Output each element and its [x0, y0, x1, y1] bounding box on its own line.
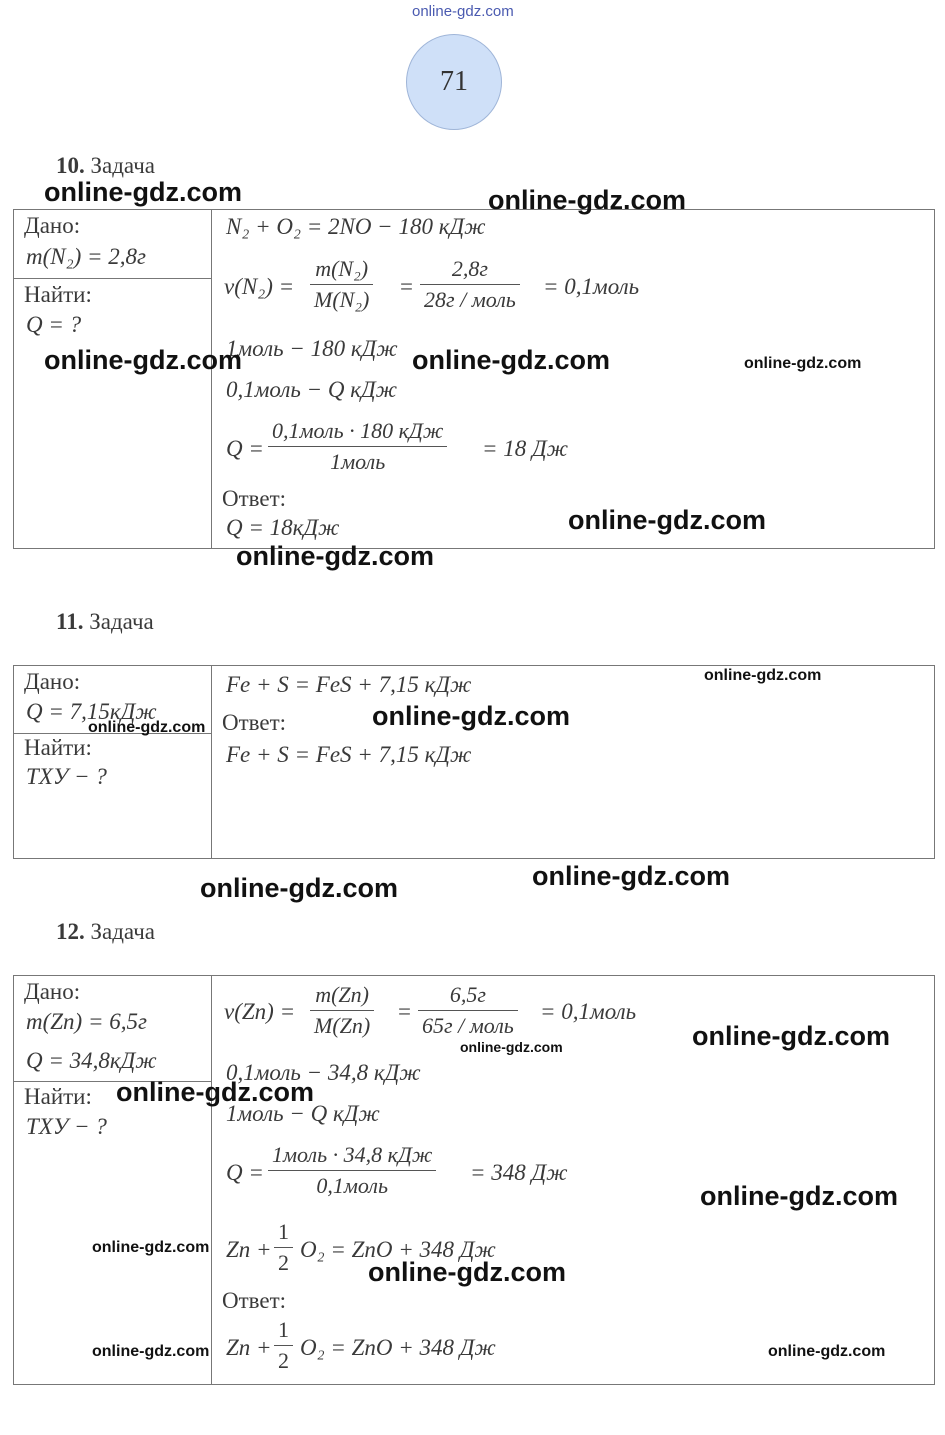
- problem-number: 10.: [56, 153, 85, 178]
- watermark: online-gdz.com: [704, 667, 822, 684]
- fraction-denominator: 2: [274, 1247, 293, 1276]
- answer-value: Q = 18кДж: [226, 515, 340, 540]
- problem-title: Задача: [90, 153, 155, 178]
- watermark: online-gdz.com: [200, 873, 398, 903]
- fraction-numerator: 2,8г: [451, 256, 488, 281]
- find-label: Найти:: [24, 282, 92, 307]
- find-value: Q = ?: [26, 312, 82, 337]
- watermark: online-gdz.com: [368, 1257, 566, 1287]
- watermark: online-gdz.com: [488, 185, 686, 215]
- problem-title: Задача: [89, 609, 154, 634]
- given-label: Дано:: [24, 979, 81, 1004]
- watermark: online-gdz.com: [744, 355, 862, 372]
- proportion-line-1: 1моль − 180 кДж: [226, 336, 398, 361]
- fraction-numerator: 1моль · 34,8 кДж: [272, 1142, 433, 1167]
- fraction-denominator: 1моль: [268, 446, 447, 475]
- watermark: online-gdz.com: [116, 1077, 314, 1107]
- moles-lhs: ν(N₂) =: [224, 274, 295, 299]
- equals-sign: =: [400, 274, 413, 299]
- watermark: online-gdz.com: [460, 1039, 563, 1055]
- moles-result: = 0,1моль: [540, 999, 637, 1024]
- watermark: online-gdz.com: [92, 1343, 210, 1360]
- problem-11-title: [56, 609, 154, 635]
- problem-12-title: [56, 919, 155, 945]
- fraction-numerator: 0,1моль · 180 кДж: [272, 418, 444, 443]
- fraction-denominator: 2: [274, 1345, 293, 1374]
- answer-equation-lhs: Zn +: [226, 1335, 272, 1360]
- table-divider: [211, 975, 212, 1385]
- given-value: m(N₂) = 2,8г: [26, 244, 147, 269]
- fraction-one-half: [274, 1219, 293, 1276]
- page-number-badge: 71: [406, 34, 502, 130]
- fraction-heat: [268, 418, 447, 475]
- fraction-mass-over-molar: [310, 982, 374, 1039]
- fraction-numerator: 6,5г: [449, 982, 486, 1007]
- moles-lhs: ν(Zn) =: [224, 999, 296, 1024]
- find-value: ТХУ − ?: [26, 764, 107, 789]
- answer-label: Ответ:: [222, 486, 287, 511]
- proportion-line-2: 1моль − Q кДж: [226, 1101, 380, 1126]
- problem-10-title: [56, 153, 155, 179]
- problem-number: 12.: [56, 919, 85, 944]
- watermark: online-gdz.com: [692, 1021, 890, 1051]
- answer-equation-rhs: O₂ = ZnO + 348 Дж: [300, 1335, 496, 1360]
- problem-number: 11.: [56, 609, 84, 634]
- heat-lhs: Q =: [226, 436, 264, 461]
- watermark: online-gdz.com: [700, 1181, 898, 1211]
- site-header: online-gdz.com: [412, 3, 514, 20]
- given-label: Дано:: [24, 213, 81, 238]
- reaction-equation: Fe + S = FeS + 7,15 кДж: [226, 672, 472, 697]
- given-value: Q = 7,15кДж: [26, 699, 157, 724]
- moles-result: = 0,1моль: [543, 274, 640, 299]
- fraction-numerator: 1: [278, 1219, 289, 1244]
- fraction-denominator: 0,1моль: [268, 1170, 436, 1199]
- fraction-mass-over-molar: [310, 256, 373, 313]
- watermark: online-gdz.com: [372, 701, 570, 731]
- given-value: Q = 34,8кДж: [26, 1048, 157, 1073]
- watermark: online-gdz.com: [768, 1343, 886, 1360]
- find-label: Найти:: [24, 1084, 92, 1109]
- watermark: online-gdz.com: [236, 541, 434, 571]
- equation-rhs: O₂ = ZnO + 348 Дж: [300, 1237, 496, 1262]
- fraction-heat: [268, 1142, 436, 1199]
- heat-result: = 18 Дж: [482, 436, 569, 461]
- answer-label: Ответ:: [222, 710, 287, 735]
- fraction-values: [420, 256, 520, 313]
- equals-sign: =: [398, 999, 411, 1024]
- watermark: online-gdz.com: [412, 345, 610, 375]
- equation-lhs: Zn +: [226, 1237, 272, 1262]
- answer-value: Fe + S = FeS + 7,15 кДж: [226, 742, 472, 767]
- fraction-denominator: 65г / моль: [418, 1010, 518, 1039]
- fraction-denominator: M(N₂): [310, 284, 373, 313]
- watermark: online-gdz.com: [92, 1239, 210, 1256]
- fraction-values: [418, 982, 518, 1039]
- table-divider: [211, 665, 212, 859]
- watermark: online-gdz.com: [88, 719, 206, 736]
- find-value: ТХУ − ?: [26, 1114, 107, 1139]
- fraction-numerator: m(Zn): [315, 982, 369, 1007]
- heat-lhs: Q =: [226, 1160, 264, 1185]
- heat-result: = 348 Дж: [470, 1160, 568, 1185]
- table-divider: [13, 278, 211, 279]
- fraction-numerator: m(N₂): [315, 256, 369, 281]
- proportion-line-1: 0,1моль − 34,8 кДж: [226, 1060, 421, 1085]
- watermark: online-gdz.com: [44, 345, 242, 375]
- reaction-equation: N₂ + O₂ = 2NO − 180 кДж: [226, 214, 486, 239]
- find-label: Найти:: [24, 735, 92, 760]
- given-label: Дано:: [24, 669, 81, 694]
- watermark: online-gdz.com: [568, 505, 766, 535]
- fraction-numerator: 1: [278, 1317, 289, 1342]
- fraction-denominator: M(Zn): [310, 1010, 374, 1039]
- table-divider: [211, 209, 212, 549]
- problem-title: Задача: [90, 919, 155, 944]
- watermark: online-gdz.com: [44, 177, 242, 207]
- proportion-line-2: 0,1моль − Q кДж: [226, 377, 398, 402]
- problem-11-table: [13, 665, 935, 859]
- fraction-one-half: [274, 1317, 293, 1374]
- watermark: online-gdz.com: [532, 861, 730, 891]
- answer-label: Ответ:: [222, 1288, 287, 1313]
- given-value: m(Zn) = 6,5г: [26, 1009, 147, 1034]
- fraction-denominator: 28г / моль: [420, 284, 520, 313]
